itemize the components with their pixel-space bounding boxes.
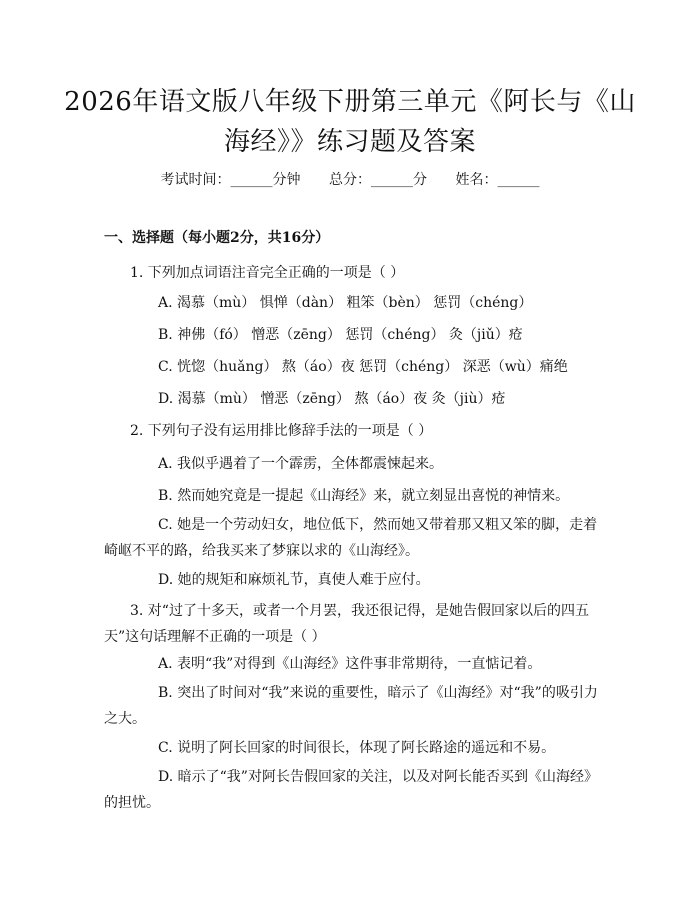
question-2-option-c: C. 她是一个劳动妇女，地位低下，然而她又带着那又粗又笨的脚，走着崎岖不平的路，给我买来了梦寐以求的《山海经》。: [104, 517, 598, 559]
total-score: 总分：______分: [329, 172, 427, 188]
question-3-option-d: D. 暗示了“我”对阿长告假回家的关注，以及对阿长能否买到《山海经》的担忧。: [104, 769, 598, 811]
question-2-option-b: B. 然而她究竟是一提起《山海经》来，就立刻显出喜悦的神情来。: [158, 488, 570, 504]
question-1-option-b: B. 神佛（fó） 憎恶（zēng） 惩罚（chéng） 灸（jiǔ）疮: [158, 327, 523, 343]
question-2-stem: 2. 下列句子没有运用排比修辞手法的一项是（ ）: [130, 423, 433, 439]
question-2-option-a: A. 我似乎遇着了一个霹雳，全体都震悚起来。: [158, 456, 444, 472]
question-1-option-c: C. 恍惚（huǎng） 熬（áo）夜 惩罚（chéng） 深恶（wù）痛绝: [158, 359, 568, 375]
question-1-option-a: A. 渴慕（mù） 惧惮（dàn） 粗笨（bèn） 惩罚（chéng）: [158, 295, 533, 311]
question-3-option-b: B. 突出了时间对“我”来说的重要性，暗示了《山海经》对“我”的吸引力之大。: [104, 685, 598, 727]
question-3-option-a: A. 表明“我”对得到《山海经》这件事非常期待，一直惦记着。: [158, 656, 542, 672]
question-3-option-c: C. 说明了阿长回家的时间很长，体现了阿长路途的遥远和不易。: [158, 740, 556, 756]
question-1-stem: 1. 下列加点词语注音完全正确的一项是（ ）: [130, 265, 405, 281]
document-title: 2026年语文版八年级下册第三单元《阿长与《山海经》》练习题及答案: [64, 87, 636, 157]
question-3-stem: 3. 对“过了十多天，或者一个月罢，我还很记得，是她告假回家以后的四五天”这句话理解不正确的一项是（ ）: [104, 603, 589, 645]
question-1-option-d: D. 渴慕（mù） 憎恶（zēng） 熬（áo）夜 灸（jiù）疮: [158, 391, 506, 407]
question-2-option-d: D. 她的规矩和麻烦礼节，真使人难于应付。: [158, 572, 430, 588]
section-heading: 一、选择题（每小题2分，共16分）: [104, 230, 330, 246]
student-name: 姓名：______: [455, 172, 540, 188]
exam-info-line: [0, 170, 700, 190]
exam-time: 考试时间：______分钟: [160, 172, 301, 188]
